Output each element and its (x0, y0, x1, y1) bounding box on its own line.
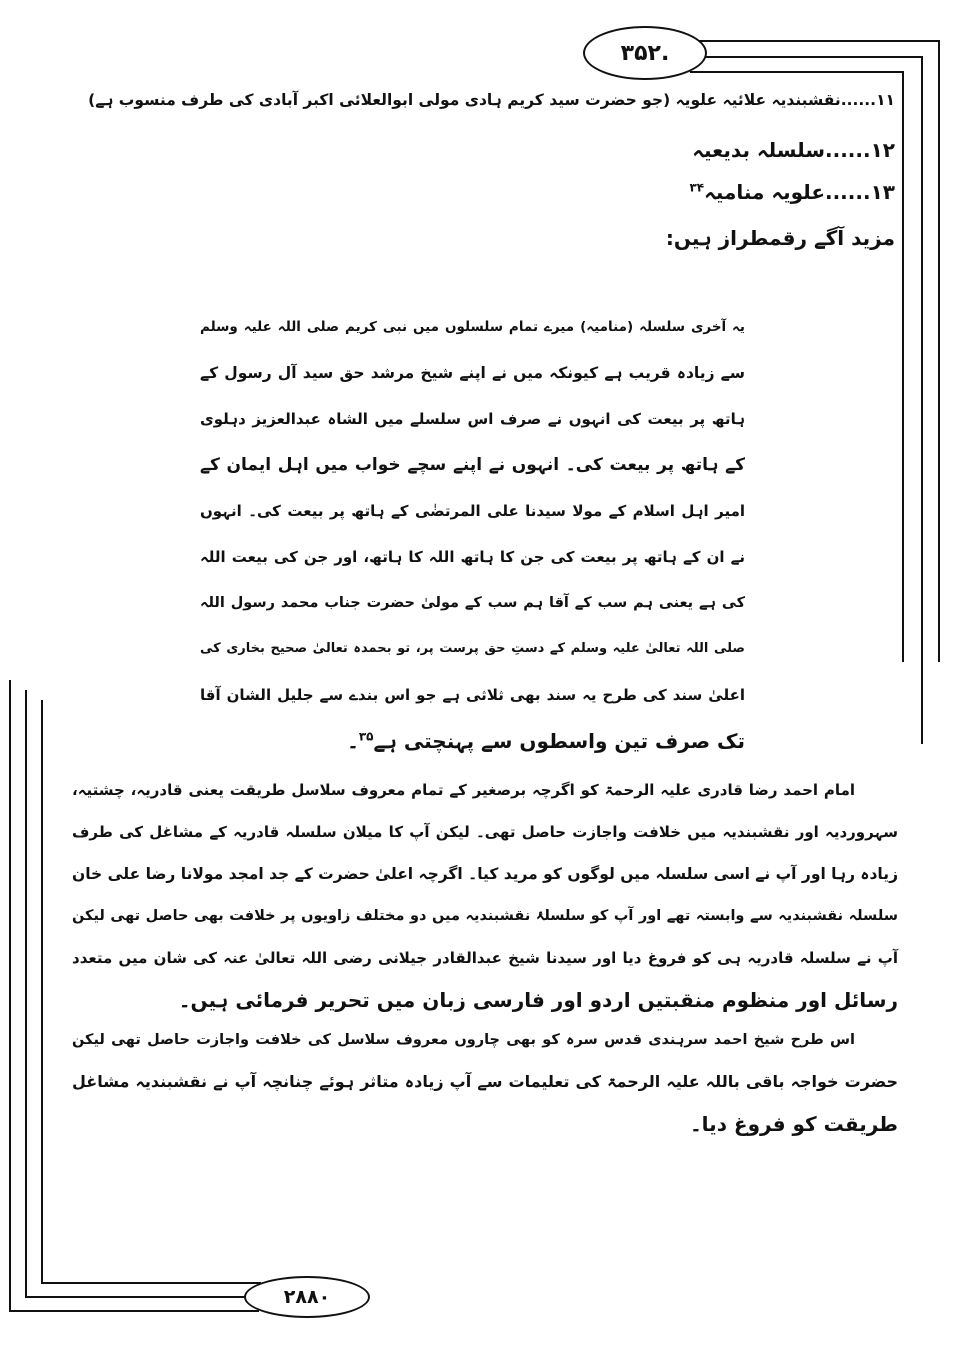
paragraph-line (72, 1062, 898, 1102)
quote-line-text: تک صرف تین واسطوں سے پہنچتی ہے (373, 729, 745, 753)
quote-line (200, 721, 745, 761)
intro-line (70, 218, 895, 258)
frame-rule-left-outer (9, 680, 11, 1312)
list-item (70, 130, 895, 170)
paragraph-line (72, 896, 898, 936)
quote-line-text: صلی اللہ تعالیٰ علیہ وسلم کے دستِ حق پرست پر، تو بحمدہ تعالیٰ صحیح بخاری کی (200, 641, 745, 656)
frame-rule-left-inner (41, 700, 43, 1284)
frame-rule-bottom-inner (41, 1282, 261, 1284)
paragraph-line-text: سلسلہ نقشبندیہ سے وابستہ تھے اور آپ کو سلسلۂ نقشبندیہ میں دو مختلف زاویوں پر خلافت بھی حاصل تھی لیکن (72, 908, 898, 924)
paragraph-line (72, 854, 898, 894)
quote-line-text: کے ہاتھ پر بیعت کی۔ انہوں نے اپنے سچے خواب میں اہل ایمان کے (200, 455, 745, 475)
paragraph-line-text: حضرت خواجہ باقی باللہ علیہ الرحمۃ کی تعلیمات سے آپ زیادہ متاثر ہوئے چنانچہ آپ نے نقشبندیہ مشاغل (72, 1072, 898, 1091)
quote-line-text: یہ آخری سلسلہ (منامیہ) میرے تمام سلسلوں میں نبی کریم صلی اللہ علیہ وسلم (200, 319, 745, 335)
paragraph-line (72, 1104, 898, 1144)
quote-line (200, 537, 745, 577)
frame-rule-right-inner (902, 71, 904, 662)
footnote-marker: ۳۵ (358, 729, 374, 744)
frame-rule-right-outer (938, 40, 940, 662)
frame-rule-top-outer (690, 40, 940, 42)
page-number-bottom: ۲۸۸۰ (244, 1276, 370, 1318)
quote-line (200, 399, 745, 439)
paragraph-line (72, 1020, 855, 1060)
quote-line-text: اعلیٰ سند کی طرح یہ سند بھی ثلاثی ہے جو اس بندے سے جلیل الشان آقا (200, 686, 745, 704)
paragraph-line (72, 980, 898, 1020)
frame-rule-left-middle (25, 690, 27, 1298)
paragraph-line-text: سہروردیہ اور نقشبندیہ میں خلافت واجازت حاصل تھی۔ لیکن آپ کا میلان سلسلہ قادریہ کے مشاغل کی طرف (72, 823, 898, 841)
paragraph-line (72, 812, 898, 852)
page-number-top: ۳۵۲. (583, 26, 707, 80)
paragraph-line-text: رسائل اور منظوم منقبتیں اردو اور فارسی زبان میں تحریر فرمائی ہیں۔ (178, 988, 898, 1012)
quote-line-text: نے ان کے ہاتھ پر بیعت کی جن کا ہاتھ اللہ کا ہاتھ، اور جن کی بیعت اللہ (200, 548, 745, 566)
quote-end-mark: ۔ (347, 729, 359, 753)
list-item-text: ۱۳......علویہ منامیہ (704, 180, 895, 204)
paragraph-line-text: آپ نے سلسلہ قادریہ ہی کو فروغ دیا اور سیدنا شیخ عبدالقادر جیلانی رضی اللہ تعالیٰ عنہ کی شان میں متعدد (72, 949, 898, 967)
paragraph-line-text: طریقت کو فروغ دیا۔ (689, 1112, 898, 1136)
paragraph-line-text: امام احمد رضا قادری علیہ الرحمۃ کو اگرچہ برصغیر کے تمام معروف سلاسل طریقت یعنی قادریہ، چشتیہ، (72, 781, 855, 799)
list-item-text: ۱۲......سلسلہ بدیعیہ (692, 138, 895, 162)
quote-line (200, 491, 745, 531)
frame-rule-top-inner (690, 71, 904, 73)
quote-line (200, 307, 745, 347)
quote-line (200, 445, 745, 485)
quote-line-text: سے زیادہ قریب ہے کیونکہ میں نے اپنے شیخ مرشد حق سید آل رسول کے (200, 364, 745, 382)
frame-rule-top-middle (700, 56, 923, 58)
quote-line-text: ہاتھ پر بیعت کی انہوں نے صرف اس سلسلے میں الشاہ عبدالعزیز دہلوی (200, 410, 745, 428)
paragraph-line (72, 938, 898, 978)
frame-rule-bottom-middle (25, 1296, 255, 1298)
paragraph-line-text: اس طرح شیخ احمد سرہندی قدس سرہ کو بھی چاروں معروف سلاسل کی خلافت واجازت حاصل تھی لیکن (72, 1032, 855, 1048)
intro-text: مزید آگے رقمطراز ہیں: (665, 226, 895, 250)
paragraph-line-text: زیادہ رہا اور آپ نے اسی سلسلہ میں لوگوں کو مرید کیا۔ اگرچہ اعلیٰ حضرت کے جد امجد مولانا رضا علی خان (72, 865, 898, 883)
paragraph-line (72, 770, 855, 810)
quote-line-text: کی ہے یعنی ہم سب کے آقا ہم سب کے مولیٰ حضرت جناب محمد رسول اللہ (200, 595, 745, 611)
quote-line (200, 675, 745, 715)
quote-line (200, 629, 745, 669)
quote-line-text: امیر اہل اسلام کے مولا سیدنا علی المرتضٰی کے ہاتھ پر بیعت کی۔ انہوں (200, 502, 745, 520)
list-item (70, 80, 895, 120)
quote-line (200, 353, 745, 393)
list-item-text: ۱۱......نقشبندیہ علائیہ علویہ (جو حضرت سید کریم ہادی مولی ابوالعلائی اکبر آبادی کی طرف منسوب ہے) (88, 91, 895, 109)
quote-line (200, 583, 745, 623)
frame-rule-right-middle (921, 56, 923, 744)
frame-rule-bottom-outer (9, 1310, 259, 1312)
footnote-marker: ۳۴ (689, 180, 705, 195)
list-item (70, 172, 895, 212)
